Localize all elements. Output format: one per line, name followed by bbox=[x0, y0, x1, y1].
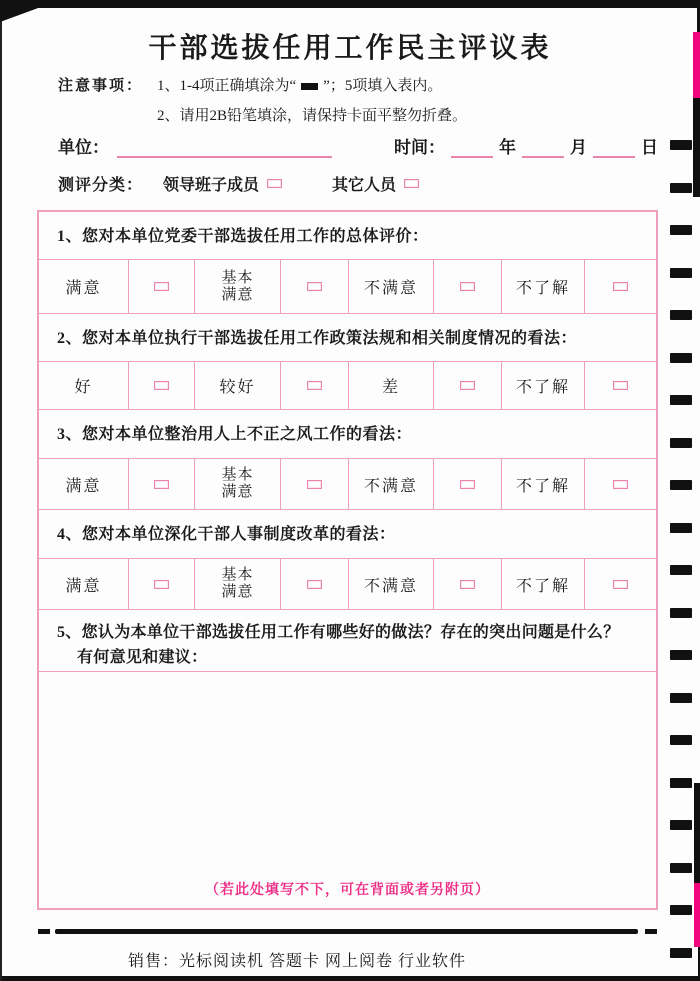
option-label: 不了解 bbox=[502, 559, 585, 609]
option-label: 基本满意 bbox=[195, 559, 281, 609]
option-label: 不了解 bbox=[502, 260, 585, 313]
timing-mark bbox=[670, 183, 692, 193]
option-cell bbox=[585, 459, 656, 509]
day-label: 日 bbox=[641, 138, 658, 157]
option-label: 满意 bbox=[39, 559, 129, 609]
timing-mark bbox=[670, 650, 692, 660]
page-title: 干部选拔任用工作民主评议表 bbox=[148, 33, 552, 64]
timing-mark bbox=[670, 863, 692, 873]
question5-answer-area[interactable] bbox=[39, 672, 656, 908]
timing-mark bbox=[670, 140, 692, 150]
category-row bbox=[58, 172, 419, 195]
scan-edge-top bbox=[0, 0, 700, 8]
option-label: 满意 bbox=[39, 459, 129, 509]
notice-line-1: 1、1-4项正确填涂为“ ”；5项填入表内。 bbox=[157, 78, 443, 94]
option-label: 基本满意 bbox=[195, 459, 281, 509]
question-4-title: 4、您对本单位深化干部人事制度改革的看法： bbox=[39, 510, 656, 559]
answer-checkbox-q4-d[interactable] bbox=[613, 580, 628, 589]
question-2-title: 2、您对本单位执行干部选拔任用工作政策法规和相关制度情况的看法： bbox=[39, 314, 656, 362]
option-label: 好 bbox=[39, 362, 129, 409]
year-input-line[interactable] bbox=[451, 140, 493, 158]
option-cell bbox=[129, 362, 195, 409]
category-checkbox-leader[interactable] bbox=[267, 179, 282, 188]
right-edge-black-bar-bottom bbox=[694, 783, 700, 883]
category-label: 测评分类： bbox=[58, 177, 144, 194]
question-1-options bbox=[39, 260, 656, 314]
year-label: 年 bbox=[499, 138, 516, 157]
answer-checkbox-q3-a[interactable] bbox=[154, 480, 169, 489]
question-5-title bbox=[39, 610, 656, 672]
unit-input-line[interactable] bbox=[117, 140, 332, 158]
option-label: 不满意 bbox=[349, 459, 434, 509]
answer-checkbox-q1-a[interactable] bbox=[154, 282, 169, 291]
option-cell bbox=[281, 559, 349, 609]
option-cell bbox=[129, 559, 195, 609]
category-option-other-label: 其它人员 bbox=[332, 177, 397, 194]
timing-mark bbox=[670, 395, 692, 405]
answer-checkbox-q4-a[interactable] bbox=[154, 580, 169, 589]
question-5-line-2: 有何意见和建议： bbox=[77, 649, 208, 666]
timing-mark bbox=[670, 608, 692, 618]
answer-checkbox-q3-d[interactable] bbox=[613, 480, 628, 489]
question-3-options bbox=[39, 459, 656, 510]
option-cell bbox=[129, 260, 195, 313]
answer-checkbox-q4-b[interactable] bbox=[307, 580, 322, 589]
cut-line bbox=[55, 929, 638, 934]
day-input-line[interactable] bbox=[593, 140, 635, 158]
option-cell bbox=[281, 362, 349, 409]
answer-checkbox-q3-b[interactable] bbox=[307, 480, 322, 489]
timing-mark bbox=[670, 820, 692, 830]
timing-mark bbox=[670, 693, 692, 703]
timing-mark bbox=[670, 948, 692, 958]
right-edge-magenta-bar-bottom bbox=[694, 883, 700, 947]
answer-checkbox-q1-d[interactable] bbox=[613, 282, 628, 291]
option-label: 不了解 bbox=[502, 362, 585, 409]
answer-checkbox-q4-c[interactable] bbox=[460, 580, 475, 589]
timing-mark bbox=[670, 778, 692, 788]
option-label: 不满意 bbox=[349, 559, 434, 609]
timing-mark bbox=[670, 735, 692, 745]
timing-mark bbox=[670, 480, 692, 490]
option-label: 差 bbox=[349, 362, 434, 409]
unit-time-row bbox=[58, 133, 658, 158]
timing-mark bbox=[670, 438, 692, 448]
answer-checkbox-q1-c[interactable] bbox=[460, 282, 475, 291]
option-cell bbox=[434, 459, 502, 509]
option-cell bbox=[585, 559, 656, 609]
timing-mark bbox=[670, 268, 692, 278]
timing-mark bbox=[670, 523, 692, 533]
option-label: 不了解 bbox=[502, 459, 585, 509]
answer-checkbox-q2-b[interactable] bbox=[307, 381, 322, 390]
option-cell bbox=[129, 459, 195, 509]
category-checkbox-other[interactable] bbox=[404, 179, 419, 188]
answer-checkbox-q3-c[interactable] bbox=[460, 480, 475, 489]
cut-line-dash-left bbox=[38, 929, 50, 934]
right-edge-black-bar-top bbox=[693, 98, 700, 197]
notice-lines bbox=[157, 71, 467, 131]
option-cell bbox=[434, 559, 502, 609]
unit-label: 单位： bbox=[58, 138, 109, 157]
time-label: 时间： bbox=[394, 138, 445, 157]
option-cell bbox=[434, 260, 502, 313]
answer-checkbox-q2-a[interactable] bbox=[154, 381, 169, 390]
category-option-leader-label: 领导班子成员 bbox=[163, 177, 260, 194]
answer-checkbox-q2-d[interactable] bbox=[613, 381, 628, 390]
option-label: 满意 bbox=[39, 260, 129, 313]
question-1-title: 1、您对本单位党委干部选拔任用工作的总体评价： bbox=[39, 212, 656, 260]
filled-mark-sample-icon bbox=[301, 83, 318, 90]
question-5-line-1: 5、您认为本单位干部选拔任用工作有哪些好的做法？存在的突出问题是什么？ bbox=[57, 624, 620, 641]
timing-mark bbox=[670, 353, 692, 363]
scan-corner-top-left bbox=[0, 0, 60, 22]
question-2-options bbox=[39, 362, 656, 410]
sales-footer: 销售：光标阅读机 答题卡 网上阅卷 行业软件 bbox=[127, 953, 466, 970]
evaluation-table bbox=[37, 210, 658, 910]
month-label: 月 bbox=[570, 138, 587, 157]
option-cell bbox=[281, 459, 349, 509]
option-label: 不满意 bbox=[349, 260, 434, 313]
timing-mark bbox=[670, 565, 692, 575]
answer-checkbox-q1-b[interactable] bbox=[307, 282, 322, 291]
option-cell bbox=[434, 362, 502, 409]
scan-edge-bottom bbox=[0, 976, 700, 981]
overflow-note: （若此处填写不下，可在背面或者另附页） bbox=[205, 883, 490, 898]
notice-line-2: 2、请用2B铅笔填涂，请保持卡面平整勿折叠。 bbox=[157, 108, 468, 124]
timing-mark bbox=[670, 225, 692, 235]
option-cell bbox=[585, 362, 656, 409]
timing-mark bbox=[670, 905, 692, 915]
option-cell bbox=[585, 260, 656, 313]
cut-line-dash-right bbox=[645, 929, 657, 934]
option-cell bbox=[281, 260, 349, 313]
notice-block bbox=[58, 71, 467, 131]
question-4-options bbox=[39, 559, 656, 610]
month-input-line[interactable] bbox=[522, 140, 564, 158]
option-label: 基本满意 bbox=[195, 260, 281, 313]
question-3-title: 3、您对本单位整治用人上不正之风工作的看法： bbox=[39, 410, 656, 459]
scan-edge-left bbox=[0, 8, 2, 981]
timing-mark bbox=[670, 310, 692, 320]
answer-checkbox-q2-c[interactable] bbox=[460, 381, 475, 390]
option-label: 较好 bbox=[195, 362, 281, 409]
notice-label: 注意事项： bbox=[58, 78, 144, 94]
